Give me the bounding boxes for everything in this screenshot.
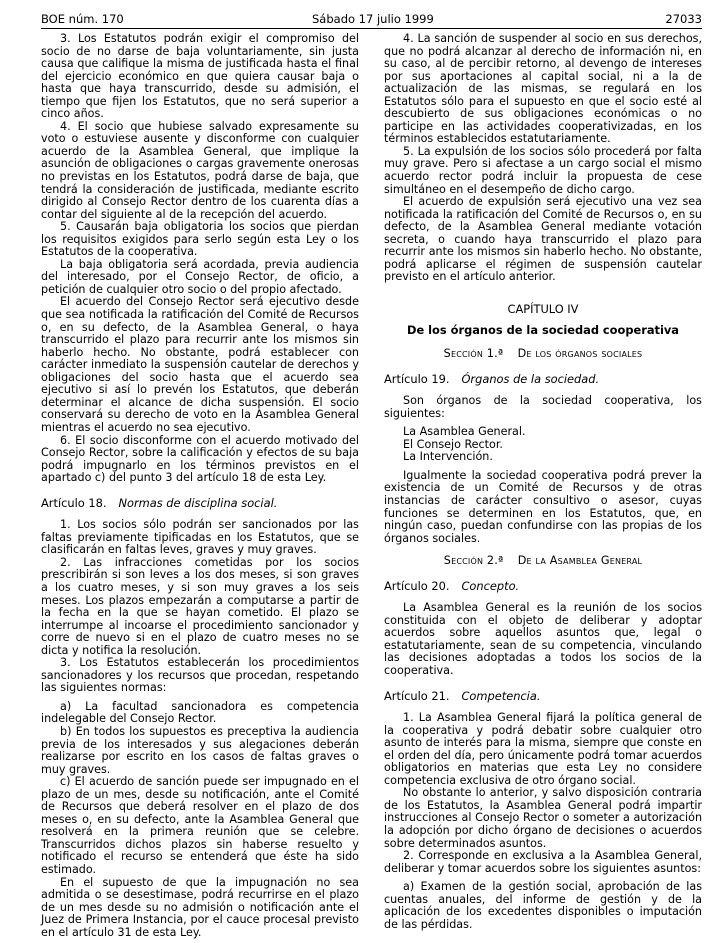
paragraph: La Asamblea General es la reunión de los socios constituida con el objeto de deliberar y adoptar acuerdos sobre aquellos asuntos que, legal o estatutariamente, sean de su competencia, vinculando las decisiones adoptadas a todos los socios de la cooperativa. (384, 601, 702, 677)
paragraph: Son órganos de la sociedad cooperativa, los siguientes: (384, 394, 702, 420)
paragraph: b) En todos los supuestos es preceptiva la audiencia previa de los interesados y sus alegaciones deberán realizarse por escrito en los casos de faltas graves o muy graves. (41, 724, 359, 776)
paragraph: 3. Los Estatutos establecerán los procedimientos sancionadores y los recursos que procedan, respetando las siguientes normas: (41, 656, 359, 695)
chapter-title: De los órganos de la sociedad cooperativa (407, 323, 679, 338)
section-1-heading (384, 348, 702, 361)
article-title: Competencia. (461, 688, 541, 703)
article-title: Concepto. (461, 578, 520, 593)
section-title: De los órganos sociales (517, 347, 643, 361)
paragraph: 5. La expulsión de los socios sólo procederá por falta muy grave. Pero si afectase a un cargo social el mismo acuerdo rector podrá incluir la propuesta de cese simultáneo en el desempeño de dicho cargo. (384, 144, 702, 196)
article-number: Artículo 21. (384, 688, 450, 703)
article-21-heading (384, 690, 702, 703)
chapter-heading: CAPÍTULO IV (507, 301, 579, 316)
paragraph: No obstante lo anterior, y salvo disposición contraria de los Estatutos, la Asamblea General podrá impartir instrucciones al Consejo Rector o someter a autorización la adopción por dicho órgano de decisiones o acuerdos sobre determinados asuntos. (384, 786, 702, 850)
paragraph: Igualmente la sociedad cooperativa podrá prever la existencia de un Comité de Recursos y de otras instancias de carácter consultivo o asesor, cuyas funciones se determinen en los Estatutos, que, en ningún caso, puedan confundirse con las propias de los órganos sociales. (384, 468, 702, 545)
list-item: La Intervención. (403, 450, 493, 464)
right-column (384, 33, 702, 931)
paragraph: La baja obligatoria será acordada, previa audiencia del interesado, por el Consejo Rector, de oficio, a petición de cualquier otro socio o del propio afectado. (41, 257, 359, 296)
publication-date: Sábado 17 julio 1999 (312, 12, 434, 26)
paragraph: 4. El socio que hubiese salvado expresamente su voto o estuviese ausente y disconforme con cualquier acuerdo de la Asamblea General, que implique la asunción de obligaciones o cargas gravemente onerosas no previstas en los Estatutos, podrá darse de baja, que tendrá la consideración de justificada, mediante escrito dirigido al Consejo Rector dentro de los cuarenta días a contar del siguiente al de la recepción del acuerdo. (41, 119, 359, 221)
list-item: El Consejo Rector. (403, 437, 503, 451)
section-2-heading (384, 555, 702, 568)
paragraph: 5. Causarán baja obligatoria los socios que pierdan los requisitos exigidos para serlo según esta Ley o los Estatutos de la cooperativa. (41, 220, 359, 259)
page-number: 27033 (665, 12, 702, 26)
article-title: Órganos de la sociedad. (461, 371, 600, 386)
section-label: Sección 2.ª (443, 554, 504, 568)
paragraph: El acuerdo de expulsión será ejecutivo una vez sea notificada la ratificación del Comité de Recursos o, en su defecto, de la Asamblea General mediante votación secreta, o cuando haya transcurrido el plazo para recurrir ante los mismos sin haberlo hecho. No obstante, podrá aplicarse el régimen de suspensión cautelar previsto en el artículo anterior. (384, 195, 702, 284)
section-title: De la Asamblea General (517, 554, 643, 568)
paragraph: c) El acuerdo de sanción puede ser impugnado en el plazo de un mes, desde su notificación, ante el Comité de Recursos que deberá resolver en el plazo de dos meses o, en su defecto, ante la Asamblea General que resolverá en la primera reunión que se celebre. Transcurridos dichos plazos sin haberse resuelto y notificado el recurso se entenderá que éste ha sido estimado. (41, 775, 359, 876)
article-19-heading (384, 373, 702, 386)
article-20-heading (384, 580, 702, 593)
article-number: Artículo 19. (384, 371, 450, 386)
paragraph: 3. Los Estatutos podrán exigir el compromiso del socio de no darse de baja voluntariamente, sin justa causa que califique la misma de justificada hasta el final del ejercicio económico en que quiera causar baja o hasta que haya transcurrido, desde su admisión, el tiempo que fijen los Estatutos, que no será superior a cinco años. (41, 32, 359, 121)
paragraph: El acuerdo del Consejo Rector será ejecutivo desde que sea notificada la ratificación del Comité de Recursos o, en su defecto, de la Asamblea General, o haya transcurrido el plazo para recurrir ante los mismos sin haberlo hecho. No obstante, podrá establecer con carácter inmediato la suspensión cautelar de derechos y obligaciones del socio hasta que el acuerdo sea ejecutivo si así lo prevén los Estatutos, que deberán determinar el alcance de dicha suspensión. El socio conservará su derecho de voto en la Asamblea General mientras el acuerdo no sea ejecutivo. (41, 295, 359, 434)
section-label: Sección 1.ª (443, 347, 504, 361)
paragraph: En el supuesto de que la impugnación no sea admitida o se desestimase, podrá recurrirse en el plazo de un mes desde su no admisión o notificación ante el Juez de Primera Instancia, por el cauce procesal previsto en el artículo 31 de esta Ley. (41, 875, 359, 939)
paragraph: a) La facultad sancionadora es competencia indelegable del Consejo Rector. (41, 699, 359, 726)
page-header (41, 12, 702, 29)
paragraph: 1. La Asamblea General fijará la política general de la cooperativa y podrá debatir sobre cualquier otro asunto de interés para la misma, siempre que conste en el orden del día, pero únicamente podrá tomar acuerdos obligatorios en materias que esta Ley no considere competencia exclusiva de otro órgano social. (384, 711, 702, 787)
paragraph: 2. Corresponde en exclusiva a la Asamblea General, deliberar y tomar acuerdos sobre los siguientes asuntos: (384, 849, 702, 875)
article-18-heading (41, 497, 359, 510)
article-number: Artículo 18. (41, 495, 107, 510)
paragraph: 1. Los socios sólo podrán ser sancionados por las faltas previamente tipificadas en los Estatutos, que se clasificarán en faltas leves, graves y muy graves. (41, 518, 359, 557)
journal-number: BOE núm. 170 (41, 12, 124, 26)
article-number: Artículo 20. (384, 578, 450, 593)
list-item: La Asamblea General. (403, 425, 526, 439)
left-column (41, 33, 359, 939)
paragraph: 4. La sanción de suspender al socio en sus derechos, que no podrá alcanzar al derecho de información ni, en su caso, al de percibir retorno, al devengo de intereses por sus aportaciones al capital social, ni a la de actualización de las mismas, se regulará en los Estatutos sólo para el supuesto en que el socio esté al descubierto de sus obligaciones económicas o no participe en las actividades cooperativizadas, en los términos establecidos estatutariamente. (384, 32, 702, 146)
paragraph: 2. Las infracciones cometidas por los socios prescribirán si son leves a los dos meses, si son graves a los cuatro meses, y si son muy graves a los seis meses. Los plazos empezarán a computarse a partir de la fecha en la que se hayan cometido. El plazo se interrumpe al incoarse el procedimiento sancionador y corre de nuevo si en el plazo de cuatro meses no se dicta y notifica la resolución. (41, 555, 359, 657)
paragraph: 6. El socio disconforme con el acuerdo motivado del Consejo Rector, sobre la calificación y efectos de su baja podrá impugnarlo en los términos previstos en el apartado c) del punto 3 del artículo 18 de esta Ley. (41, 433, 359, 485)
article-title: Normas de disciplina social. (118, 495, 278, 510)
paragraph: a) Examen de la gestión social, aprobación de las cuentas anuales, del informe de gestión y de la aplicación de los excedentes disponibles o imputación de las pérdidas. (384, 880, 702, 931)
